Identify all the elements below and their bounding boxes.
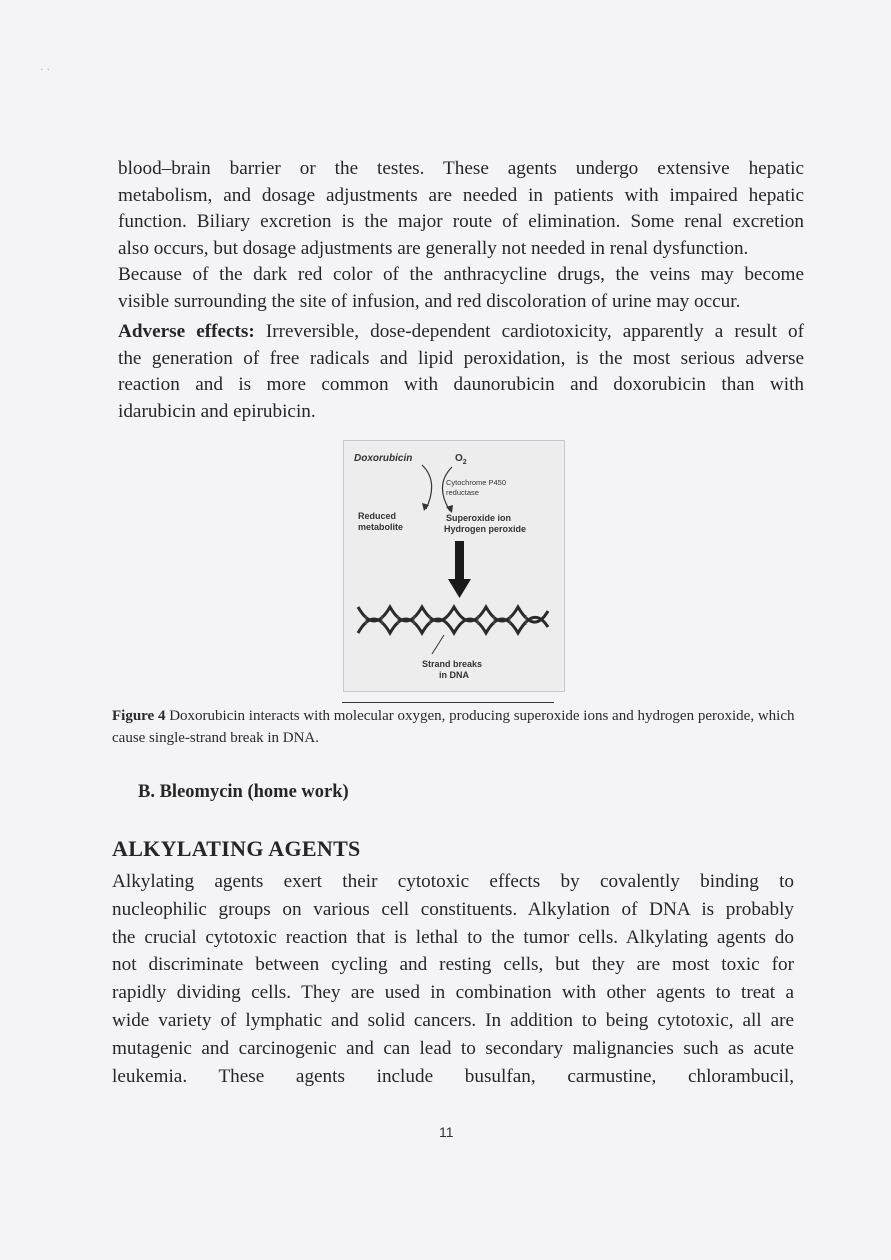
page-number: 11	[439, 1124, 454, 1140]
text-line: also occurs, but dosage adjustments are generally not needed in renal dysfunction.	[118, 237, 749, 259]
text-line: wide variety of lymphatic and solid cancers. In addition to being cytotoxic, all are	[112, 1009, 794, 1031]
text-line: Alkylating agents exert their cytotoxic effects by covalently binding to	[112, 871, 794, 892]
reaction-arrow-left	[422, 465, 432, 509]
text-line: visible surrounding the site of infusion, and red discoloration of urine may occur.	[118, 290, 741, 312]
superoxide-label: Superoxide ion	[446, 513, 512, 523]
text-line: rapidly dividing cells. They are used in combination with other agents to treat a	[112, 982, 794, 1004]
text-line: not discriminate between cycling and resting cells, but they are most toxic for	[112, 954, 794, 976]
down-arrow-icon	[455, 541, 464, 581]
enzyme-label: Cytochrome P450	[446, 478, 507, 487]
oxygen-label: $O_2$	[455, 453, 467, 466]
adverse-effects-text: Irreversible, dose-dependent cardiotoxicity, apparently a result of	[265, 321, 804, 342]
down-arrow-head-icon	[448, 579, 471, 598]
section-heading: ALKYLATING AGENTS	[112, 836, 361, 861]
text-line: the generation of free radicals and lipid peroxidation, is the most serious adverse	[118, 347, 804, 369]
paragraph-alkylating-agents	[112, 868, 794, 1090]
subheading-bleomycin: B. Bleomycin (home work)	[138, 782, 349, 802]
strand-breaks-label: Strand breaks	[422, 659, 483, 669]
paragraph-pharmacokinetics	[118, 156, 804, 316]
text-line	[118, 319, 804, 346]
figure-rule	[342, 702, 554, 703]
text-line: nucleophilic groups on various cell constituents. Alkylation of DNA is probably	[112, 898, 794, 920]
text-line: idarubicin and epirubicin.	[118, 400, 316, 422]
adverse-effects-label: Adverse effects:	[118, 321, 255, 342]
figure-caption-label: Figure 4	[112, 708, 166, 724]
text-line: reaction and is more common with daunorubicin and doxorubicin than with	[118, 374, 804, 396]
reduced-metabolite-label-2: metabolite	[358, 522, 404, 532]
doxorubicin-label: Doxorubicin	[354, 453, 413, 464]
paragraph-adverse-effects	[118, 319, 804, 425]
figure-diagram	[344, 441, 564, 691]
text-line: function. Biliary excretion is the major route of elimination. Some renal excretion	[118, 211, 804, 233]
text-line: blood–brain barrier or the testes. These agents undergo extensive hepatic	[118, 158, 804, 179]
figure-caption	[112, 705, 802, 749]
text-line: mutagenic and carcinogenic and can lead to secondary malignancies such as acute	[112, 1037, 794, 1059]
dna-helix-icon	[358, 607, 548, 633]
text-line: leukemia. These agents include busulfan, carmustine, chlorambucil,	[112, 1065, 794, 1087]
doxorubicin-mechanism-figure	[343, 440, 565, 692]
enzyme-label-2: reductase	[446, 488, 479, 497]
strand-breaks-label-2: in DNA	[439, 670, 469, 680]
scan-artifact: · ·	[40, 64, 51, 76]
text-line: metabolism, and dosage adjustments are needed in patients with impaired hepatic	[118, 184, 804, 206]
figure-caption-text: Doxorubicin interacts with molecular oxygen, producing superoxide ions and hydrogen peroxide, which cause single-strand break in DNA.	[112, 708, 795, 746]
text-line: Because of the dark red color of the anthracycline drugs, the veins may become	[118, 264, 804, 286]
reduced-metabolite-label: Reduced	[358, 511, 397, 521]
hydrogen-peroxide-label: Hydrogen peroxide	[444, 524, 527, 534]
pointer-line	[432, 635, 444, 654]
text-line: the crucial cytotoxic reaction that is lethal to the tumor cells. Alkylating agents do	[112, 926, 794, 948]
